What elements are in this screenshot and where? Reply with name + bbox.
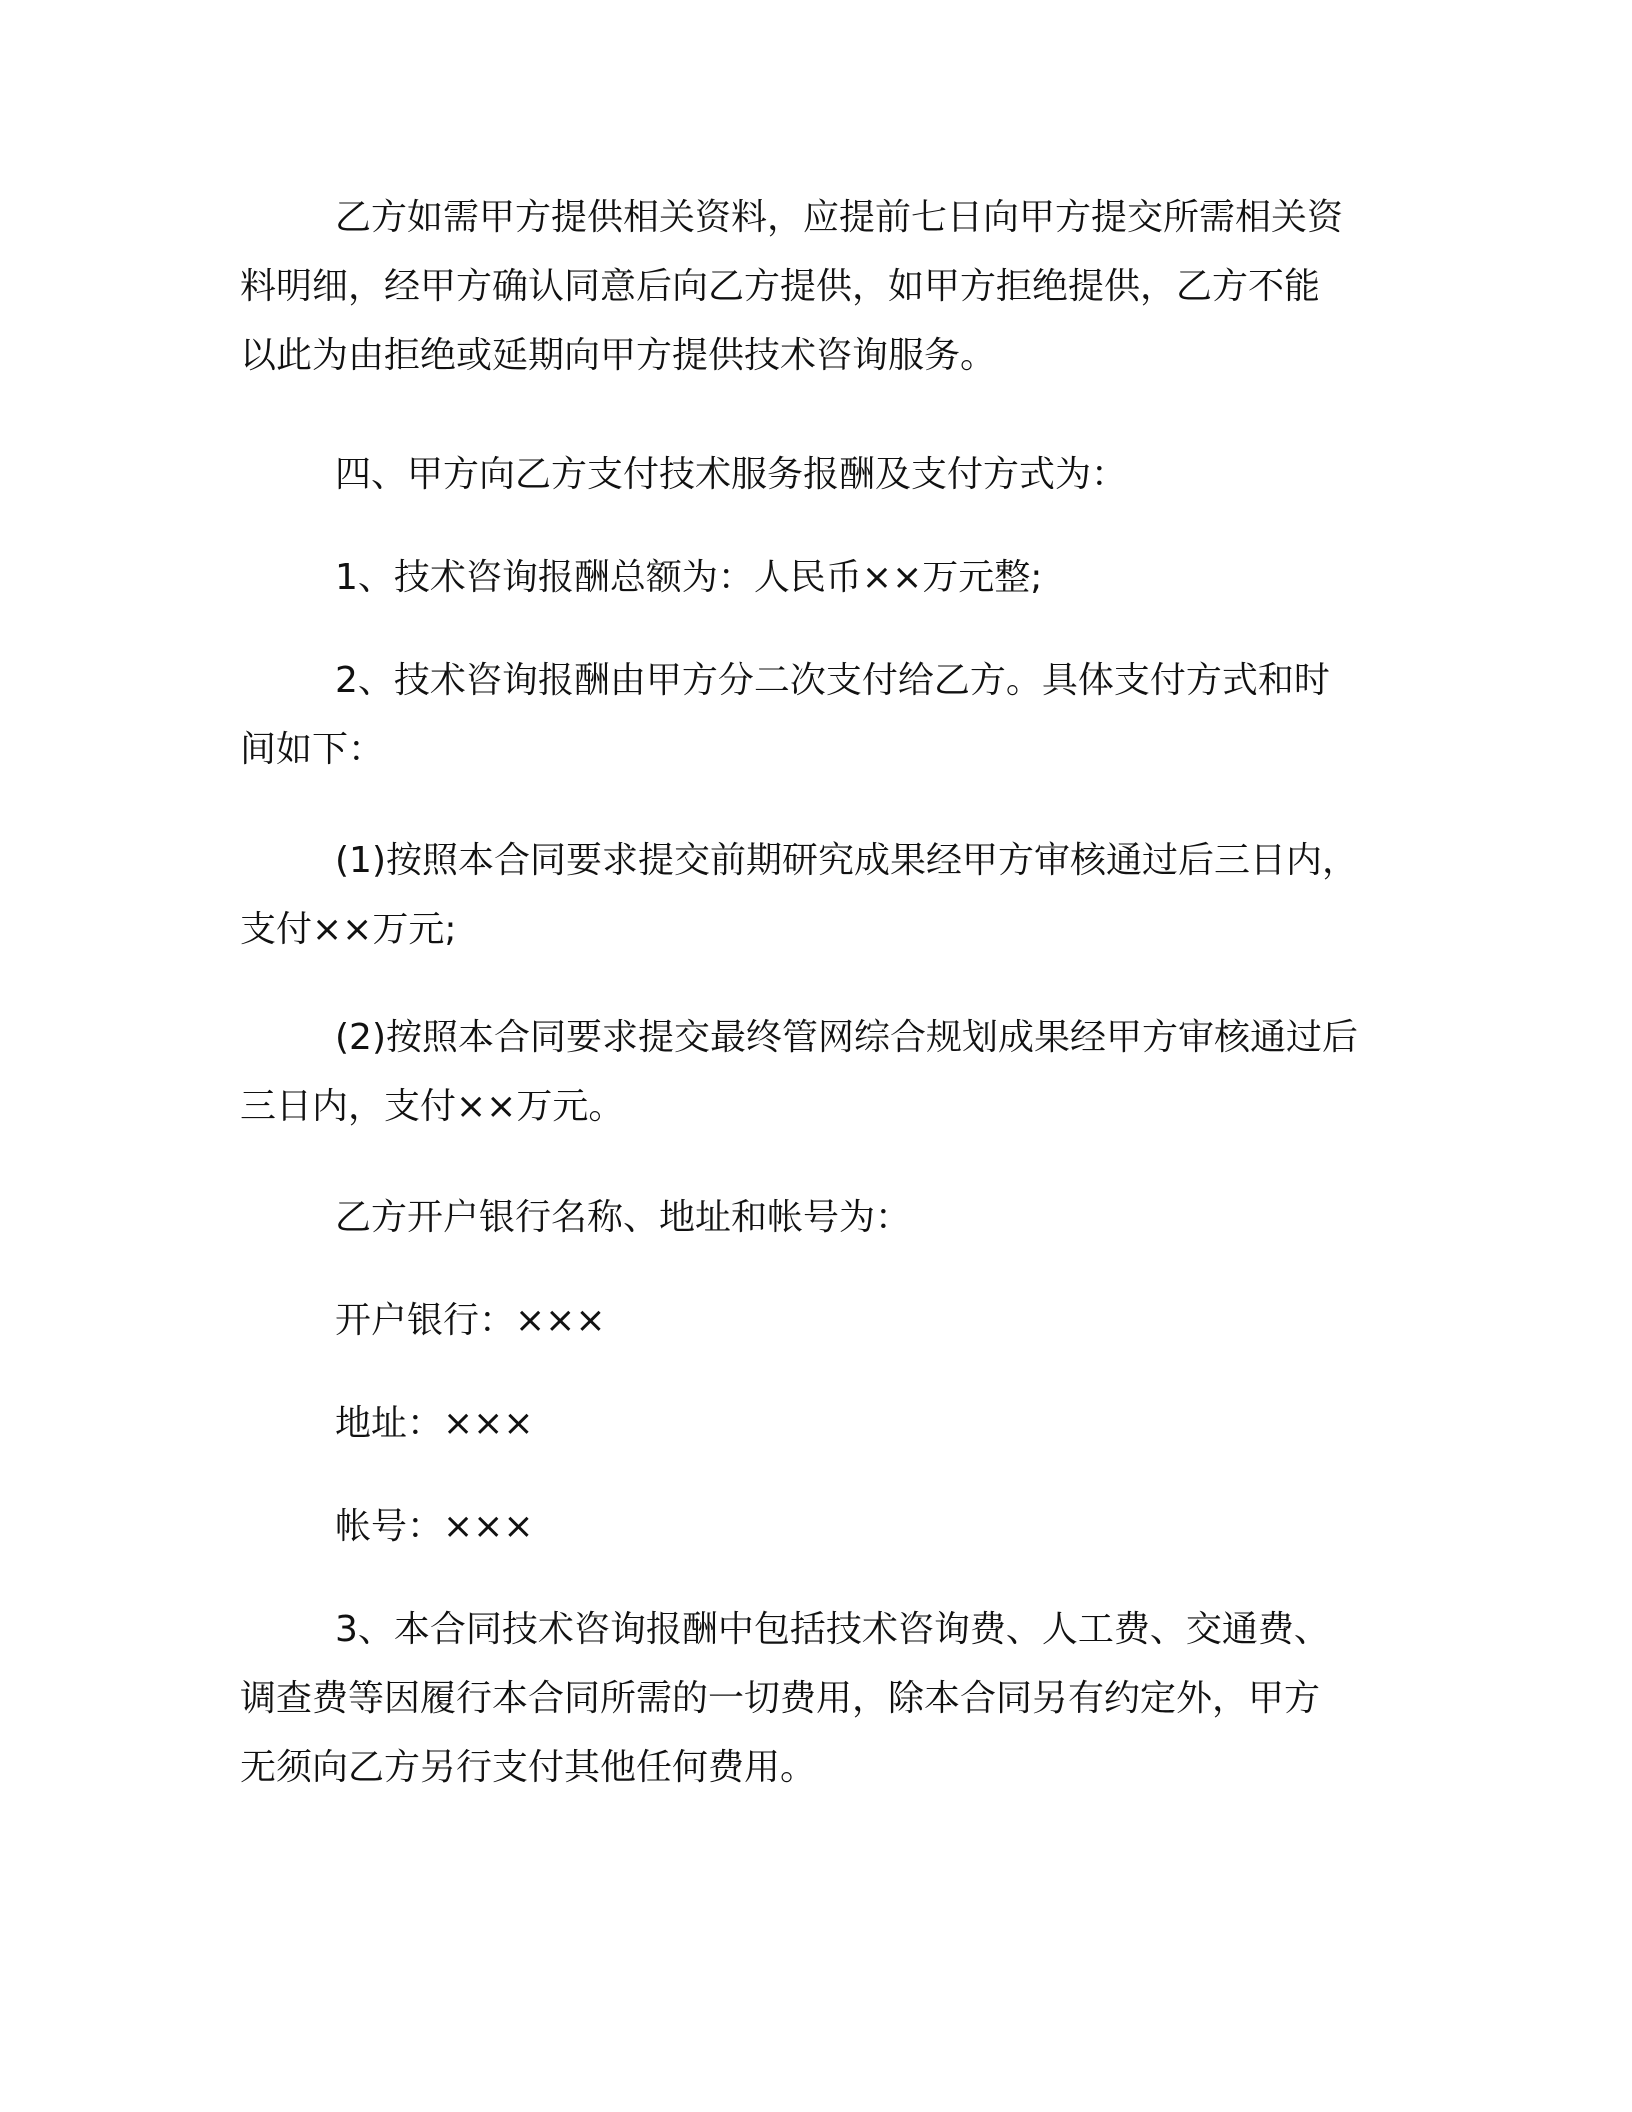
paragraph-line: 调查费等因履行本合同所需的一切费用，除本合同另有约定外，甲方 bbox=[240, 1678, 1321, 1719]
paragraph-line: 支付××万元; bbox=[240, 909, 457, 950]
paragraph-line: 间如下： bbox=[240, 729, 385, 770]
paragraph-installment-one bbox=[240, 826, 1420, 964]
paragraph-line: 料明细，经甲方确认同意后向乙方提供，如甲方拒绝提供，乙方不能 bbox=[240, 266, 1321, 307]
paragraph-line: 以此为由拒绝或延期向甲方提供技术咨询服务。 bbox=[240, 335, 997, 376]
paragraph-bank-address bbox=[240, 1389, 1420, 1458]
paragraph-line: 乙方如需甲方提供相关资料，应提前七日向甲方提交所需相关资 bbox=[335, 197, 1344, 238]
paragraph-line: 四、甲方向乙方支付技术服务报酬及支付方式为： bbox=[335, 454, 1128, 495]
paragraph-fee-inclusion bbox=[240, 1595, 1420, 1802]
paragraph-bank-account bbox=[240, 1492, 1420, 1561]
section-heading-payment bbox=[240, 440, 1420, 509]
paragraph-line: 地址：××× bbox=[335, 1403, 534, 1444]
paragraph-data-request bbox=[240, 183, 1420, 390]
paragraph-line: 三日内，支付××万元。 bbox=[240, 1086, 625, 1127]
paragraph-line: 乙方开户银行名称、地址和帐号为： bbox=[335, 1197, 912, 1238]
paragraph-line: 帐号：××× bbox=[335, 1506, 534, 1547]
paragraph-line: (1)按照本合同要求提交前期研究成果经甲方审核通过后三日内， bbox=[335, 840, 1358, 881]
paragraph-line: 无须向乙方另行支付其他任何费用。 bbox=[240, 1747, 817, 1788]
paragraph-installment-two bbox=[240, 1003, 1420, 1141]
paragraph-line: 1、技术咨询报酬总额为：人民币××万元整; bbox=[335, 557, 1043, 598]
paragraph-installments bbox=[240, 646, 1420, 784]
paragraph-line: 3、本合同技术咨询报酬中包括技术咨询费、人工费、交通费、 bbox=[335, 1609, 1330, 1650]
paragraph-line: 开户银行：××× bbox=[335, 1300, 606, 1341]
paragraph-total-fee bbox=[240, 543, 1420, 612]
paragraph-bank-name bbox=[240, 1286, 1420, 1355]
paragraph-line: 2、技术咨询报酬由甲方分二次支付给乙方。具体支付方式和时 bbox=[335, 660, 1330, 701]
paragraph-line: (2)按照本合同要求提交最终管网综合规划成果经甲方审核通过后 bbox=[335, 1017, 1358, 1058]
paragraph-bank-info bbox=[240, 1183, 1420, 1252]
